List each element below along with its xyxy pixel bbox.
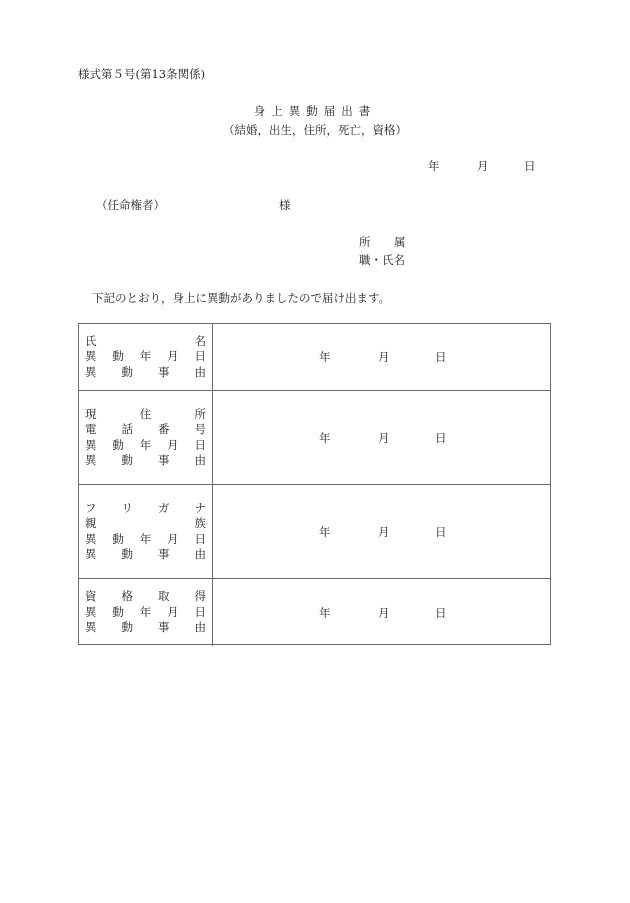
label-char: 異	[85, 547, 97, 561]
label-char: 所	[194, 406, 206, 421]
label-char: リ	[121, 500, 133, 515]
document-title: 身上異動届出書	[253, 104, 377, 118]
label-char: 異	[85, 604, 97, 619]
label-char: 日	[194, 604, 206, 619]
label-char: 取	[158, 589, 170, 604]
label-char: 動	[112, 349, 124, 364]
row-label-line	[85, 516, 206, 532]
label-char: 日	[194, 349, 206, 364]
label-char: 年	[139, 604, 152, 619]
job-name-label: 職・氏名	[359, 253, 405, 267]
date-month-label: 月	[477, 159, 489, 173]
row-label-line	[85, 334, 206, 350]
row-label-cell	[79, 391, 213, 484]
row-label-line	[85, 453, 206, 469]
label-char: 異	[85, 620, 97, 635]
label-char: 氏	[85, 333, 97, 348]
label-char: 号	[194, 422, 206, 436]
label-char: 日	[194, 437, 206, 452]
row-label-line	[85, 620, 206, 636]
row-label-line	[85, 605, 206, 621]
row-label-cell	[79, 579, 213, 646]
label-char: 年	[139, 437, 152, 452]
form-number: 様式第５号(第13条関係)	[78, 67, 206, 81]
date-day-label: 日	[524, 159, 536, 173]
row-label-line	[85, 422, 206, 438]
label-char: 親	[85, 516, 97, 530]
label-char: 名	[194, 333, 206, 348]
label-char: 異	[85, 453, 97, 467]
row-label-cell	[79, 324, 213, 390]
label-char: 住	[139, 406, 152, 421]
label-char: 話	[121, 422, 133, 436]
label-char: 由	[194, 364, 206, 379]
label-char: 異	[85, 531, 97, 546]
row-label-line	[85, 501, 206, 517]
row-label-line	[85, 365, 206, 381]
label-char: ナ	[194, 500, 206, 515]
row-label-line	[85, 589, 206, 605]
label-char: 動	[121, 453, 133, 467]
table-row-address	[79, 391, 550, 485]
label-char: 由	[194, 547, 206, 561]
label-char: 月	[167, 604, 179, 619]
label-char: 動	[121, 364, 133, 379]
label-char: 動	[112, 604, 124, 619]
date-year-label: 年	[428, 159, 440, 173]
label-char: 年	[139, 349, 152, 364]
label-char: 動	[112, 531, 124, 546]
label-char: 資	[85, 589, 97, 604]
label-char: フ	[85, 500, 97, 515]
row-label-line	[85, 532, 206, 548]
row-label-line	[85, 438, 206, 454]
change-table	[78, 323, 551, 645]
label-char: 事	[158, 364, 170, 379]
label-char: 月	[167, 349, 179, 364]
table-row-family	[79, 485, 550, 579]
document-subtitle: （結婚，出生，住所，死亡，資格）	[223, 123, 407, 137]
label-char: 月	[167, 437, 179, 452]
label-char: 事	[158, 547, 170, 561]
label-char: 異	[85, 364, 97, 379]
label-char: 異	[85, 349, 97, 364]
label-char: 動	[121, 620, 133, 635]
intro-text: 下記のとおり，身上に異動がありましたので届け出ます。	[92, 291, 391, 305]
label-char: 事	[158, 453, 170, 467]
honorific-label: 様	[279, 198, 291, 212]
appointer-label: （任命権者）	[96, 198, 165, 212]
label-char: 番	[158, 422, 170, 436]
label-char: 得	[194, 589, 206, 604]
label-char: 由	[194, 453, 206, 467]
row-value-cell[interactable]: 年 月 日	[319, 605, 447, 620]
label-char: 動	[112, 437, 124, 452]
row-value-cell[interactable]: 年 月 日	[319, 430, 447, 445]
label-char: 事	[158, 620, 170, 635]
label-char: 異	[85, 437, 97, 452]
table-row-name	[79, 324, 550, 391]
label-char: 日	[194, 531, 206, 546]
label-char: 現	[85, 406, 97, 421]
row-label-line	[85, 349, 206, 365]
row-label-cell	[79, 485, 213, 578]
label-char: 格	[121, 589, 133, 604]
table-row-qualification	[79, 579, 550, 646]
label-char: 族	[194, 516, 206, 530]
label-char: 年	[139, 531, 152, 546]
label-char: 月	[167, 531, 179, 546]
row-value-cell[interactable]: 年 月 日	[319, 524, 447, 539]
row-label-line	[85, 547, 206, 563]
label-char: 由	[194, 620, 206, 635]
label-char: 動	[121, 547, 133, 561]
row-label-line	[85, 407, 206, 423]
label-char: 電	[85, 422, 97, 436]
row-value-cell[interactable]: 年 月 日	[319, 350, 447, 364]
label-char: ガ	[158, 500, 170, 515]
